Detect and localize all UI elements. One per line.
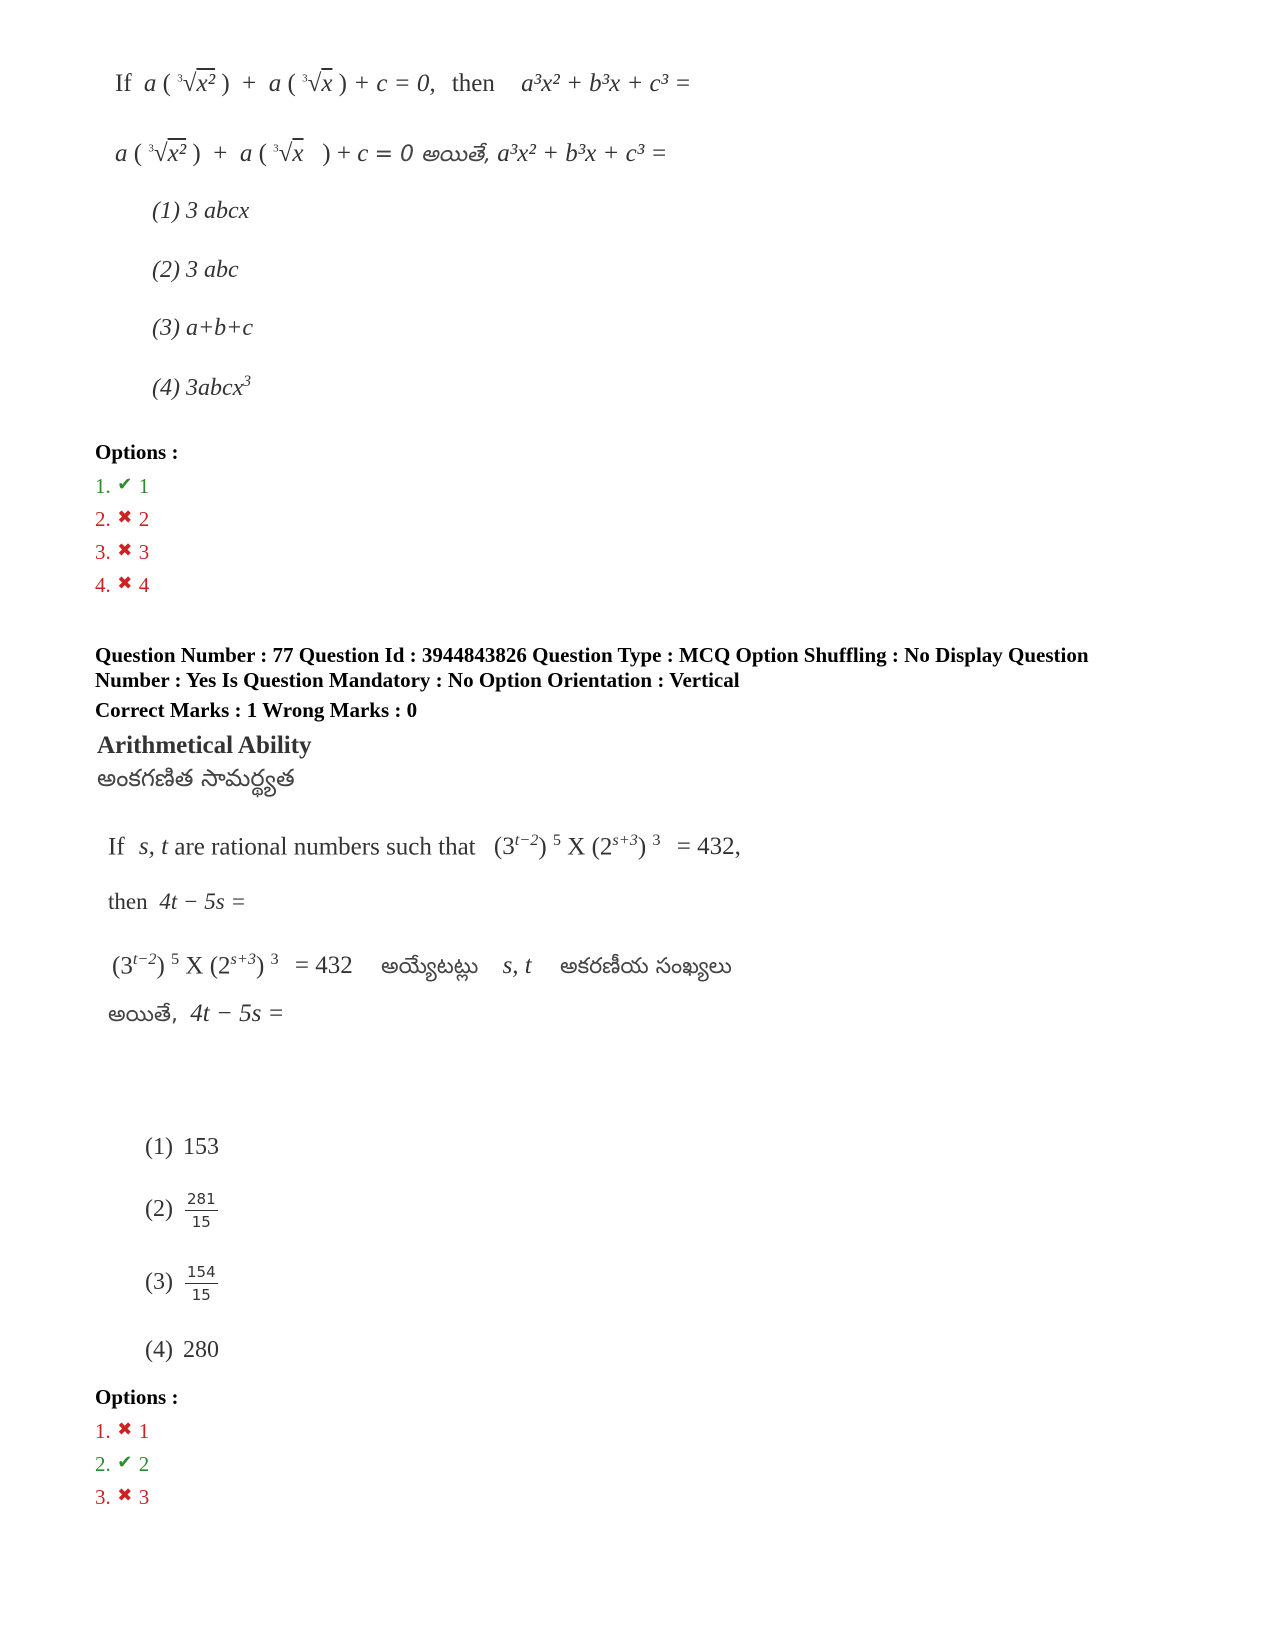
fraction: $\frac{281}{15}$ bbox=[186, 1190, 216, 1231]
q77-stem-telugu-2: అయితే, 4t − 5s = bbox=[108, 1000, 285, 1027]
q77-choice-2: (2) $\frac{281}{15}$ bbox=[145, 1190, 216, 1231]
q77-option-1: 1. ✖ 1 bbox=[95, 1419, 150, 1443]
q77-choice-4: (4) 280 bbox=[145, 1337, 219, 1363]
q77-option-2: 2. ✔ 2 bbox=[95, 1452, 150, 1476]
q77-stem-english: If s, t are rational numbers such that $(3^{t-2})$ $^5$ X $(2^{s+3}) ^3 = 432$, bbox=[108, 831, 741, 861]
q76-choice-3: (3) a+b+c bbox=[152, 315, 254, 341]
q77-options-label: Options : bbox=[95, 1385, 179, 1409]
cross-icon: ✖ bbox=[117, 573, 133, 593]
q77-choice-3: (3) $\frac{154}{15}$ bbox=[145, 1263, 216, 1304]
q77-meta-line-1: Question Number : 77 Question Id : 3944843826 Question Type : MCQ Option Shuffling : No Display Question bbox=[95, 643, 1089, 667]
check-icon: ✔ bbox=[117, 1452, 133, 1472]
q76-choice-2: (2) 3 abc bbox=[152, 257, 239, 283]
check-icon: ✔ bbox=[117, 474, 133, 494]
q76-stem-english: If a ( $^3$√x² ) + a ( $^3$√x ) + c = 0, then a³x² + b³x + c³ = bbox=[115, 70, 692, 97]
q76-option-3: 3. ✖ 3 bbox=[95, 540, 150, 564]
q76-stem-telugu: a ( $^3$√x² ) + a ( $^3$√x ) + c = 0 అయితే, a³x² + b³x + c³ = bbox=[115, 140, 668, 167]
cross-icon: ✖ bbox=[117, 540, 133, 560]
q76-options-label: Options : bbox=[95, 440, 179, 464]
cross-icon: ✖ bbox=[117, 1485, 133, 1505]
fraction: $\frac{154}{15}$ bbox=[186, 1263, 216, 1304]
q76-choice-1: (1) 3 abcx bbox=[152, 198, 250, 224]
q77-marks: Correct Marks : 1 Wrong Marks : 0 bbox=[95, 698, 418, 722]
q77-option-3: 3. ✖ 3 bbox=[95, 1485, 150, 1509]
q76-option-2: 2. ✖ 2 bbox=[95, 507, 150, 531]
q77-section-title: Arithmetical Ability bbox=[97, 732, 312, 759]
q77-stem-telugu-1: $(3^{t-2})$ $^5$ X $(2^{s+3}) ^3 = 432$ అయ్యేటట్లు s, t అకరణీయ సంఖ్యలు bbox=[112, 950, 732, 980]
q77-choice-1: (1) 153 bbox=[145, 1134, 219, 1160]
q77-section-title-telugu: అంకగణిత సామర్థ్యత bbox=[97, 764, 295, 792]
q77-stem-then: then 4t − 5s = bbox=[108, 889, 246, 914]
cross-icon: ✖ bbox=[117, 507, 133, 527]
cross-icon: ✖ bbox=[117, 1419, 133, 1439]
q76-option-4: 4. ✖ 4 bbox=[95, 573, 150, 597]
q76-choice-4: (4) 3abcx$^3$ bbox=[152, 373, 252, 401]
q77-meta-line-2: Number : Yes Is Question Mandatory : No Option Orientation : Vertical bbox=[95, 668, 740, 692]
q76-option-1: 1. ✔ 1 bbox=[95, 474, 150, 498]
